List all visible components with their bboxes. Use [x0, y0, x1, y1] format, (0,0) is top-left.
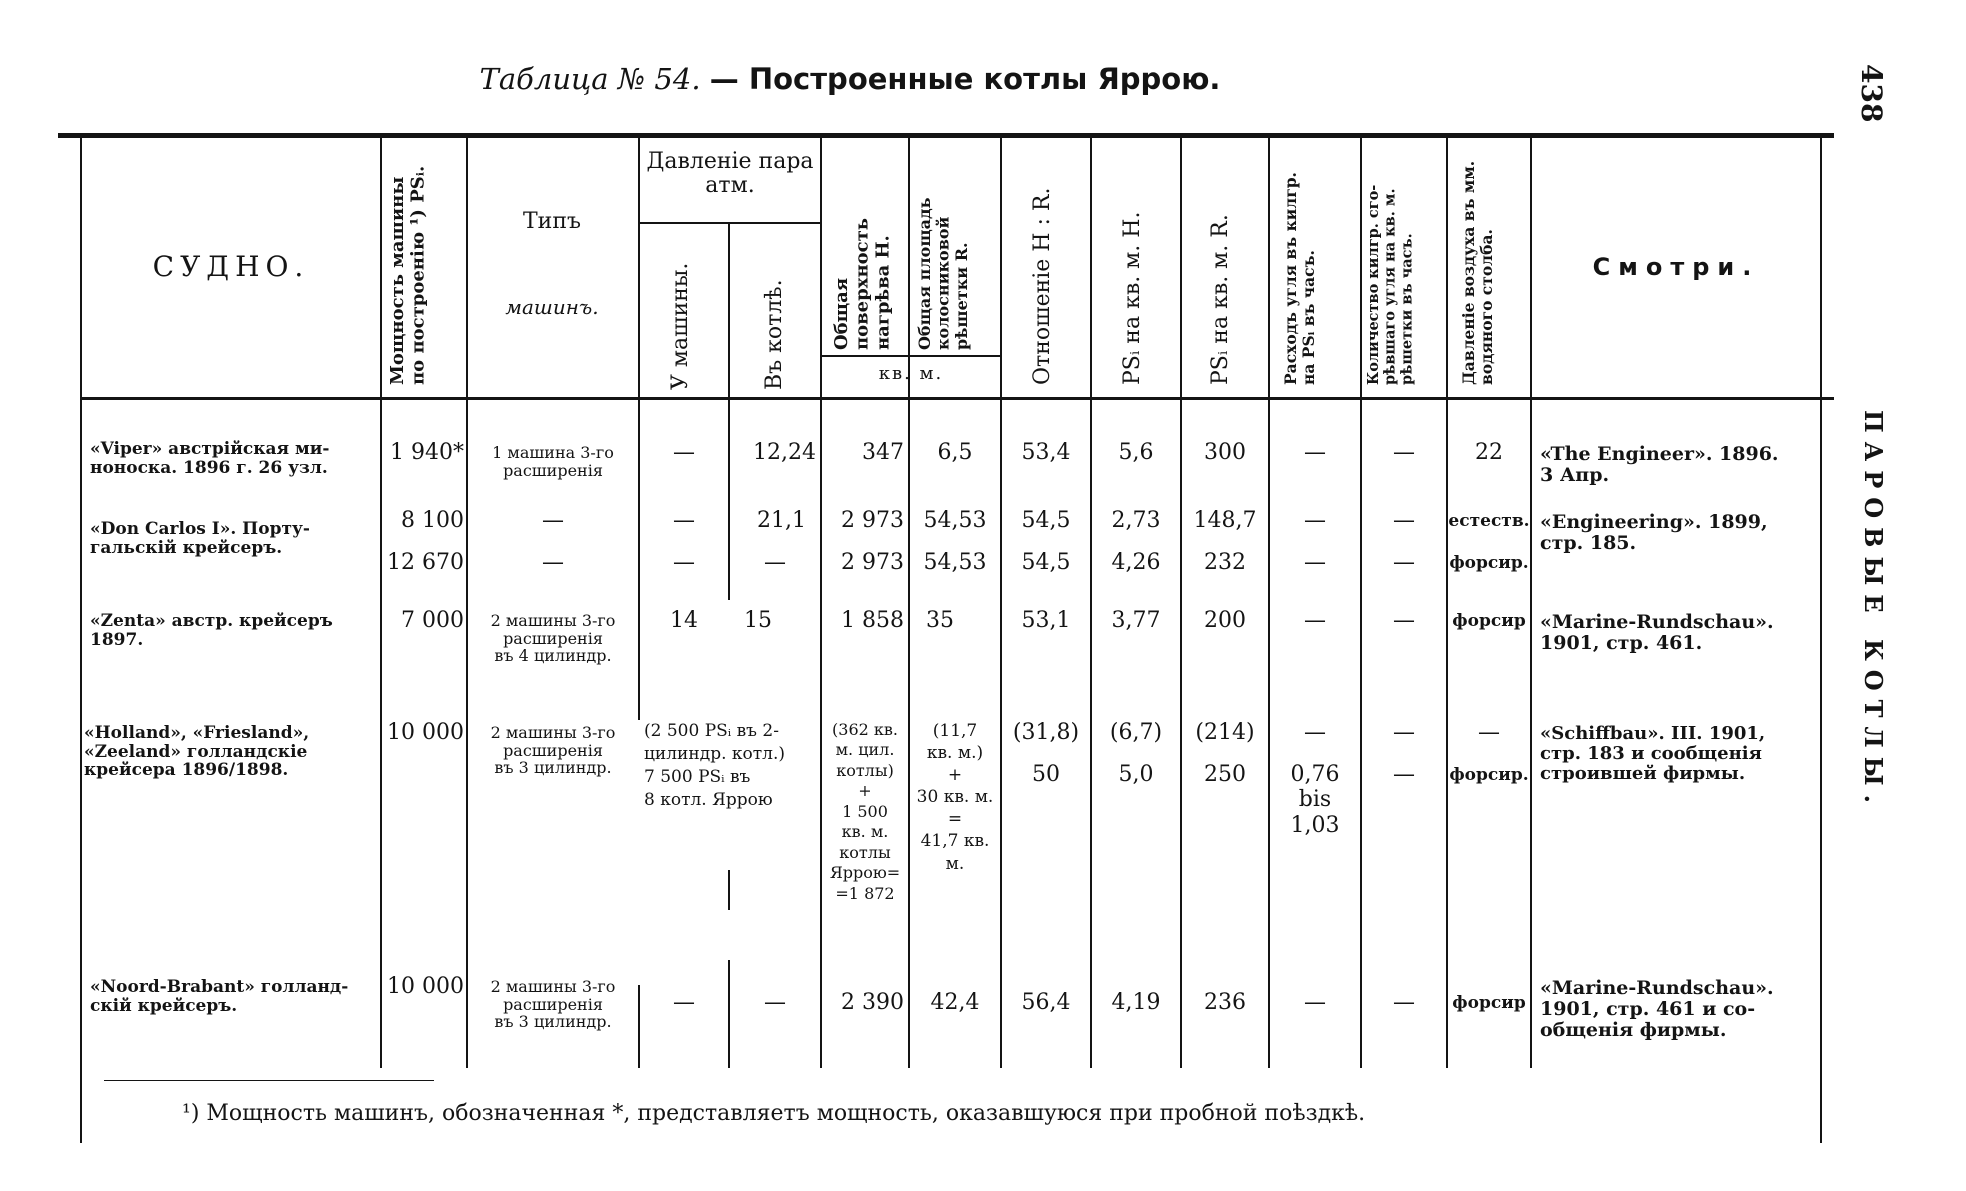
row1-h: 347 — [862, 440, 904, 465]
row4-ps-r: (214) — [1195, 720, 1255, 745]
row2-type: — — [542, 508, 564, 533]
header-pressure-boiler: Въ котлѣ. — [762, 279, 787, 390]
row5-type: 2 машины 3-го расширенія въ 3 цилиндр. — [490, 977, 616, 1032]
row2-ps-r: 148,7 — [1193, 508, 1257, 533]
col-divider — [728, 222, 730, 398]
row3-coal-grate: — — [1393, 608, 1415, 633]
row3-power: 7 000 — [401, 608, 464, 633]
row1-coal-grate: — — [1393, 440, 1415, 465]
row1-ps-h: 5,6 — [1118, 440, 1154, 465]
row1-p-machine: — — [673, 440, 695, 465]
header-ps-per-r: PSᵢ на кв. м. R. — [1208, 214, 1233, 385]
row2-type-b: — — [542, 550, 564, 575]
row2-ps-h-b: 4,26 — [1111, 550, 1161, 575]
row4-coal: — — [1304, 720, 1326, 745]
row3-p-boiler: 15 — [744, 608, 772, 633]
col-divider — [908, 138, 910, 1068]
header-pressure-group: Давленіе пара атм. — [646, 149, 814, 199]
row4-air-b: форсир. — [1449, 765, 1529, 785]
row2-vessel: «Don Carlos I». Порту- гальскій крейсеръ. — [90, 519, 310, 558]
row2-ratio: 54,5 — [1021, 508, 1071, 533]
header-air-pressure: Давленіе воздуха въ мм. водяного столба. — [1459, 160, 1496, 385]
row1-type: 1 машина 3-го расширенія — [492, 443, 614, 480]
row2-air: естеств. — [1448, 511, 1530, 531]
row4-vessel: «Holland», «Friesland», «Zeeland» голландскіе крейсера 1896/1898. — [84, 723, 310, 781]
row2-coal: — — [1304, 508, 1326, 533]
row5-ps-r: 236 — [1204, 990, 1246, 1015]
col-divider — [728, 870, 730, 910]
row3-ps-r: 200 — [1204, 608, 1246, 633]
col-divider — [80, 138, 82, 1143]
row5-power: 10 000 — [387, 974, 464, 999]
row3-p-machine: 14 — [670, 608, 698, 633]
row4-coal-grate-b: — — [1393, 762, 1415, 787]
row5-p-machine: — — [673, 990, 695, 1015]
row2-air-b: форсир. — [1449, 553, 1529, 573]
col-divider — [1820, 138, 1822, 1143]
header-coal-per-grate: Количество килгр. сго- рѣвшаго угля на кв. м. рѣшетки въ часъ. — [1365, 184, 1416, 385]
page-number: 438 — [1855, 64, 1888, 123]
row2-p-machine: — — [673, 508, 695, 533]
row2-coal-grate-b: — — [1393, 550, 1415, 575]
top-rule — [58, 133, 1834, 138]
row4-see: «Schiffbau». III. 1901, стр. 183 и сообщенія строившей фирмы. — [1540, 723, 1766, 784]
row5-h: 2 390 — [841, 990, 904, 1015]
row4-pressure-note: (2 500 PSᵢ въ 2- цилиндр. котл.) 7 500 PSᵢ въ 8 котл. Яррою — [644, 721, 785, 810]
header-ratio: Отношеніе H : R. — [1030, 187, 1055, 385]
row4-power: 10 000 — [387, 720, 464, 745]
row5-vessel: «Noord-Brabant» голланд- скій крейсеръ. — [90, 977, 349, 1016]
unit-subrule — [820, 355, 1000, 357]
col-divider — [1360, 138, 1362, 1068]
header-grate-area: Общая площадь колосниковой рѣшетки R. — [915, 197, 971, 350]
row3-ratio: 53,1 — [1021, 608, 1071, 633]
header-bottom-rule — [80, 397, 1834, 400]
col-divider — [1090, 138, 1092, 1068]
header-type-top: Типъ — [523, 209, 581, 234]
col-divider — [380, 138, 382, 1068]
row3-see: «Marine-Rundschau». 1901, стр. 461. — [1540, 611, 1774, 654]
footnote-separator — [104, 1080, 434, 1081]
row2-h: 2 973 — [841, 508, 904, 533]
row1-coal: — — [1304, 440, 1326, 465]
row4-coal-grate: — — [1393, 720, 1415, 745]
row5-r: 42,4 — [930, 990, 980, 1015]
col-divider — [1446, 138, 1448, 1068]
row4-type: 2 машины 3-го расширенія въ 3 цилиндр. — [490, 723, 616, 778]
row4-r-note: (11,7 кв. м.) + 30 кв. м. = 41,7 кв. м. — [916, 721, 994, 874]
row4-coal-b: 0,76 bis 1,03 — [1290, 762, 1340, 838]
row1-see: «The Engineer». 1896. 3 Апр. — [1540, 443, 1779, 486]
row1-ps-r: 300 — [1204, 440, 1246, 465]
row2-coal-grate: — — [1393, 508, 1415, 533]
row4-ps-r-b: 250 — [1204, 762, 1246, 787]
row2-power-b: 12 670 — [387, 550, 464, 575]
header-coal-consumption: Расходъ угля въ килгр. на PSᵢ въ часъ. — [1281, 172, 1318, 385]
header-unit-sqm: кв. м. — [878, 363, 944, 384]
row3-h: 1 858 — [841, 608, 904, 633]
header-vessel: СУДНО. — [152, 250, 310, 283]
row2-ratio-b: 54,5 — [1021, 550, 1071, 575]
header-power: Мощность машины по построенію ¹) PSᵢ. — [387, 165, 429, 385]
table-title-text: — Построенные котлы Яррою. — [709, 62, 1221, 96]
row3-vessel: «Zenta» австр. крейсеръ 1897. — [90, 611, 333, 650]
row2-p-machine-b: — — [673, 550, 695, 575]
row2-r: 54,53 — [923, 508, 987, 533]
row2-coal-b: — — [1304, 550, 1326, 575]
row1-vessel: «Viper» австрійская ми- ноноска. 1896 г. 26 узл. — [90, 439, 330, 478]
row2-ps-h: 2,73 — [1111, 508, 1161, 533]
row5-coal: — — [1304, 990, 1326, 1015]
col-divider — [1268, 138, 1270, 1068]
row4-ps-h: (6,7) — [1109, 720, 1163, 745]
row2-power: 8 100 — [401, 508, 464, 533]
row5-see: «Marine-Rundschau». 1901, стр. 461 и со- общенія фирмы. — [1540, 977, 1774, 1041]
col-divider — [1180, 138, 1182, 1068]
row2-p-boiler-b: — — [764, 550, 786, 575]
running-side-heading: ПАРОВЫЕ КОТЛЫ. — [1859, 410, 1888, 812]
header-type-bottom: машинъ. — [505, 295, 599, 319]
header-see: Смотри. — [1592, 253, 1760, 281]
row4-ps-h-b: 5,0 — [1118, 762, 1154, 787]
row5-ps-h: 4,19 — [1111, 990, 1161, 1015]
row2-ps-r-b: 232 — [1204, 550, 1246, 575]
row3-r: 35 — [926, 608, 954, 633]
row2-p-boiler: 21,1 — [757, 508, 806, 533]
header-heating-surface: Общая поверхность нагрѣва H. — [831, 218, 894, 350]
row3-type: 2 машины 3-го расширенія въ 4 цилиндр. — [490, 611, 616, 666]
row4-ratio-b: 50 — [1032, 762, 1060, 787]
row4-h-note: (362 кв. м. цил. котлы) + 1 500 кв. м. котлы Яррою= =1 872 — [829, 720, 901, 903]
row5-p-boiler: — — [764, 990, 786, 1015]
row3-air: форсир — [1452, 611, 1526, 631]
row1-power: 1 940* — [390, 440, 464, 465]
col-divider — [466, 138, 468, 1068]
header-pressure-machine: У машины. — [668, 262, 693, 390]
row4-air: — — [1478, 720, 1500, 745]
row5-ratio: 56,4 — [1021, 990, 1071, 1015]
row3-ps-h: 3,77 — [1111, 608, 1161, 633]
table-title-number: Таблица № 54. — [479, 62, 701, 96]
footnote: ¹) Мощность машинъ, обозначенная *, представляетъ мощность, оказавшуюся при пробной поѣздкѣ. — [182, 1101, 1366, 1126]
header-ps-per-h: PSᵢ на кв. м. H. — [1120, 211, 1145, 385]
row2-r-b: 54,53 — [923, 550, 987, 575]
col-divider — [820, 138, 822, 1068]
row1-p-boiler: 12,24 — [753, 440, 816, 465]
table-title — [0, 62, 1700, 96]
row1-r: 6,5 — [937, 440, 973, 465]
row5-coal-grate: — — [1393, 990, 1415, 1015]
row5-air: форсир — [1452, 993, 1526, 1013]
row2-h-b: 2 973 — [841, 550, 904, 575]
row4-ratio: (31,8) — [1012, 720, 1080, 745]
row2-see: «Engineering». 1899, стр. 185. — [1540, 511, 1768, 554]
row1-air: 22 — [1475, 440, 1503, 465]
row3-coal: — — [1304, 608, 1326, 633]
col-divider — [1000, 138, 1002, 1068]
row1-ratio: 53,4 — [1021, 440, 1071, 465]
